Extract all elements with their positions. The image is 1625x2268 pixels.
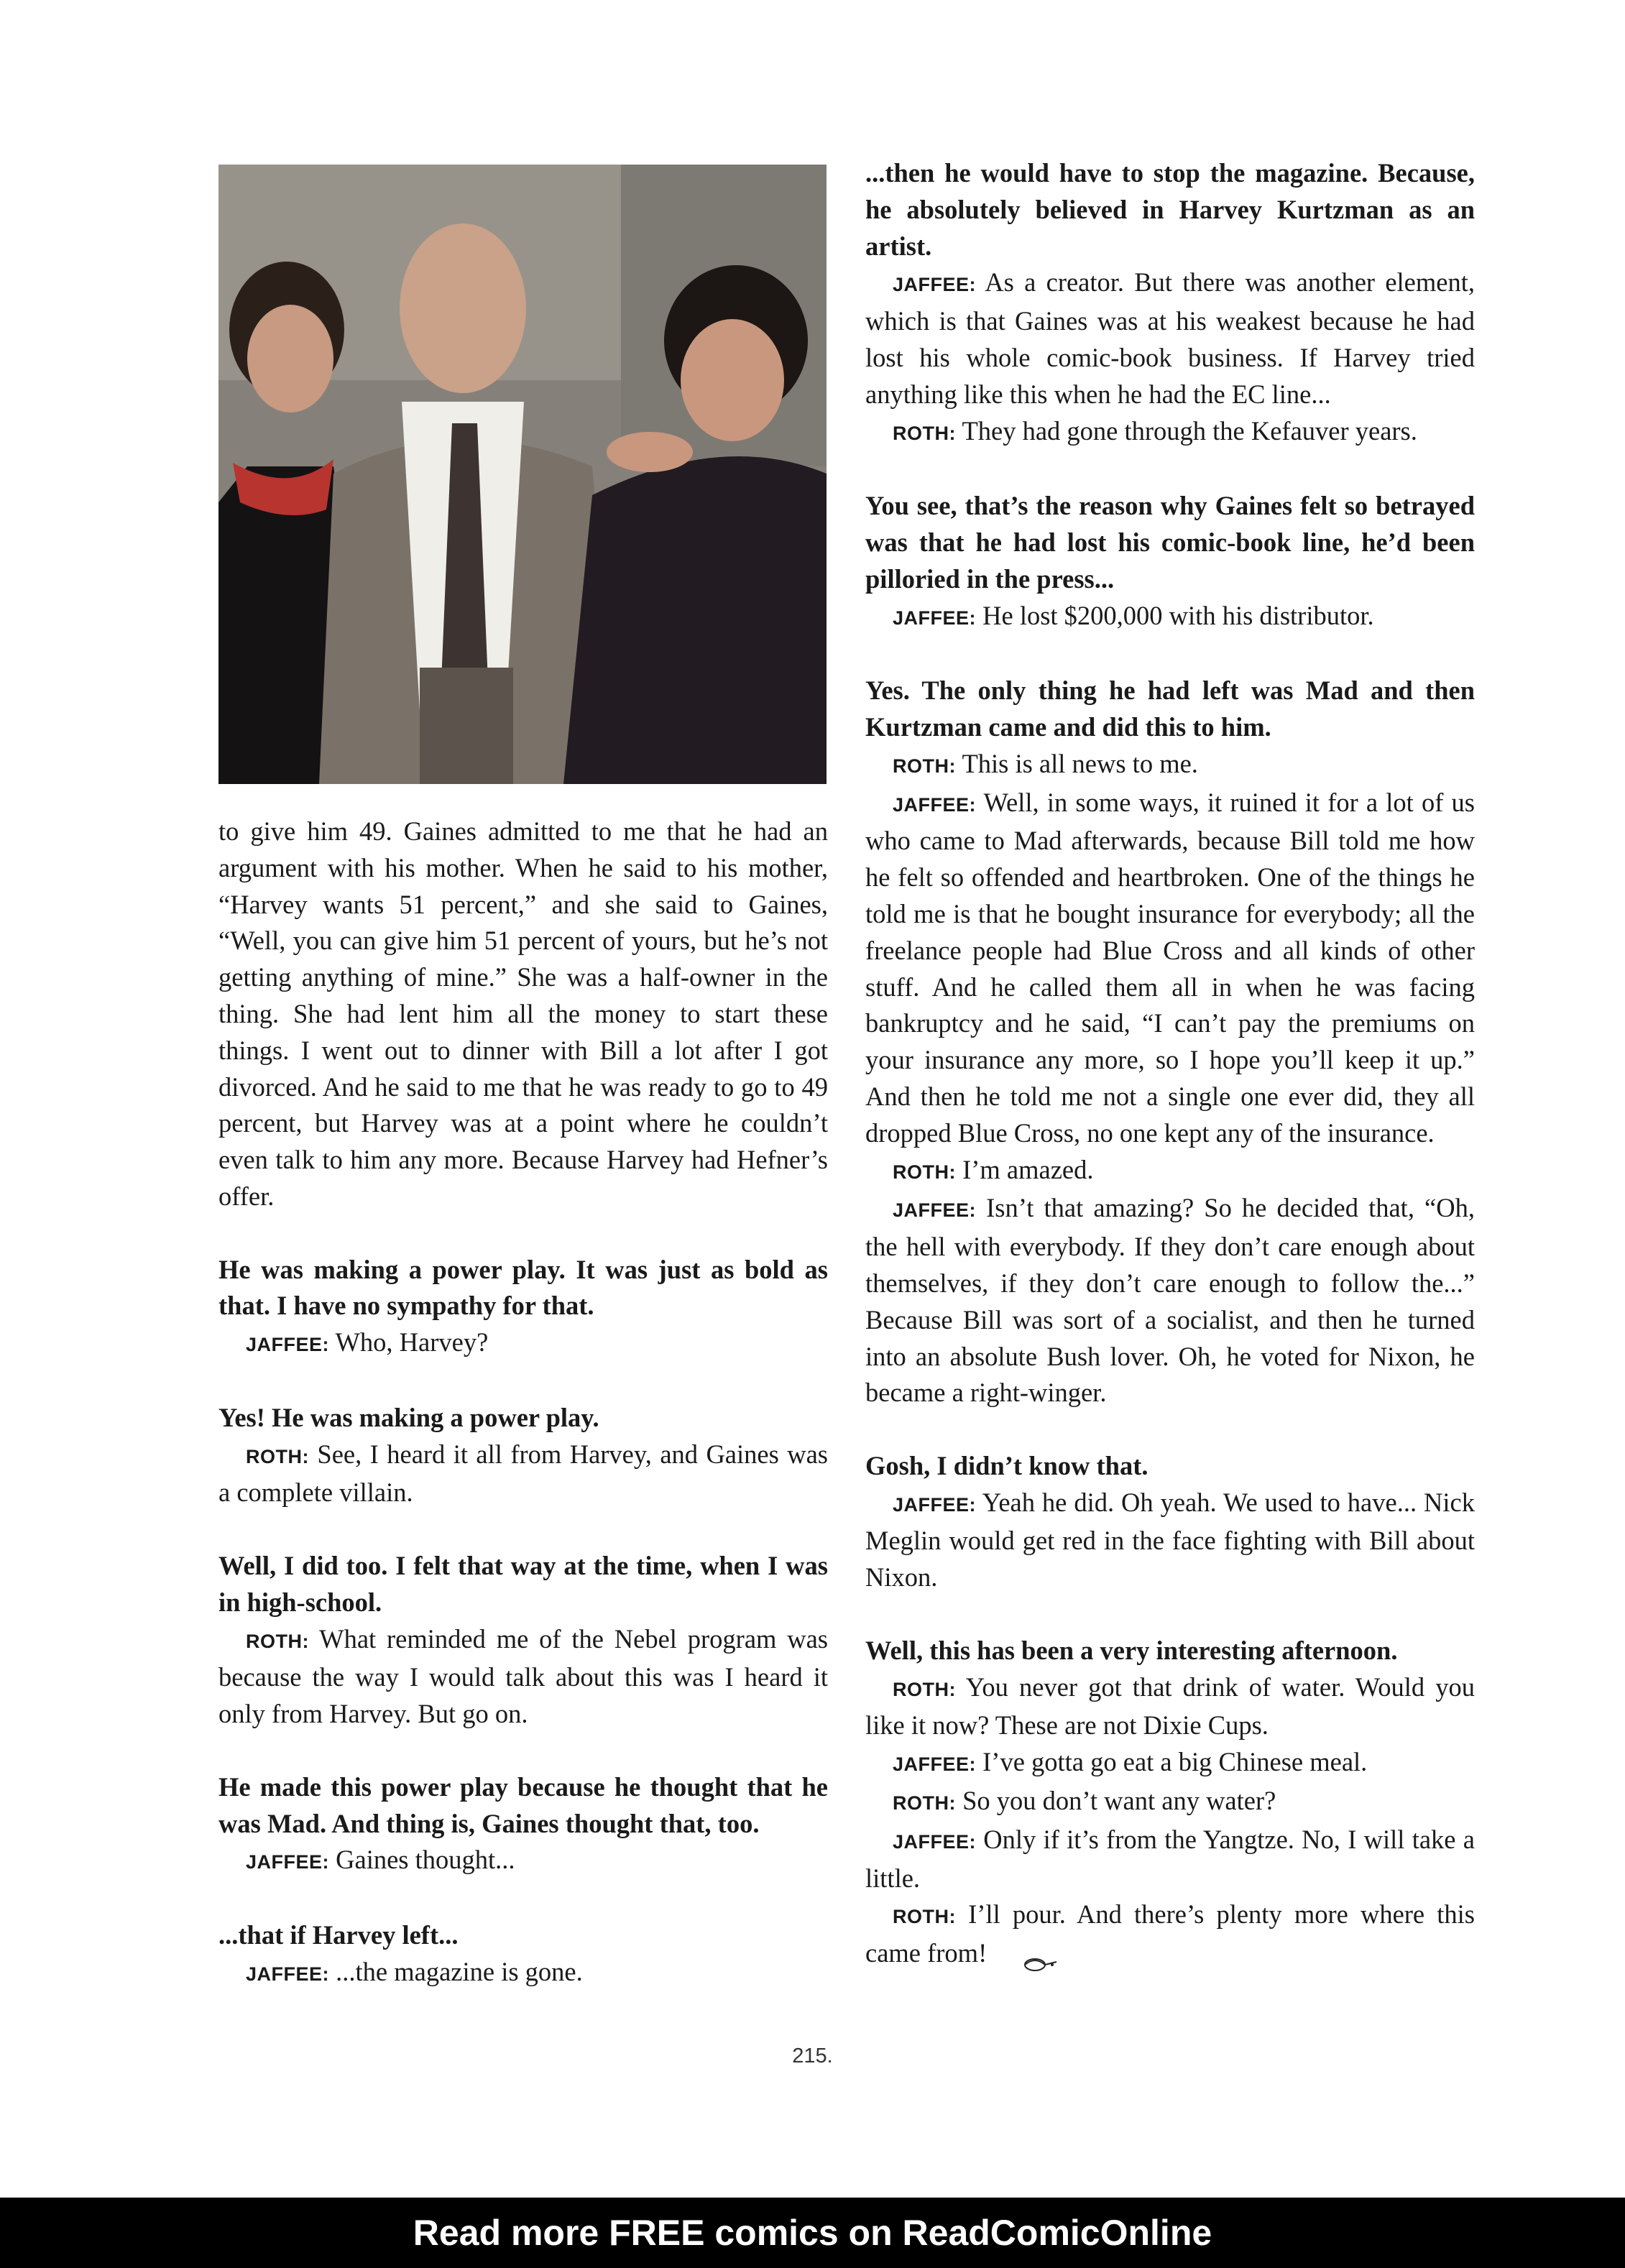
answer: JAFFEE: Who, Harvey? [246,1327,489,1357]
answer: ROTH: So you don’t want any water? [893,1786,1276,1816]
speaker-label: JAFFEE: [893,1753,977,1776]
speaker-label: JAFFEE: [893,793,977,816]
speaker-label: JAFFEE: [246,1963,330,1985]
answer: JAFFEE: ...the magazine is gone. [246,1956,583,1986]
page-number: 215. [792,2045,833,2068]
speaker-label: JAFFEE: [893,1830,977,1853]
speaker-label: JAFFEE: [893,1199,977,1222]
answer: ROTH: They had gone through the Kefauver years. [893,415,1417,446]
question: ...that if Harvey left... [218,1919,459,1950]
speaker-label: ROTH: [893,1792,956,1815]
photo-gaines-group [218,165,827,784]
question: He made this power play because he thought that he was Mad. And thing is, Gaines thought that, too. [218,1771,828,1838]
end-mark-icon [993,1947,1031,1965]
speaker-label: ROTH: [246,1630,309,1652]
right-text-column [865,155,1475,1972]
question: Well, this has been a very interesting afternoon. [865,1635,1398,1665]
speaker-label: ROTH: [893,1161,956,1183]
question: Yes. The only thing he had left was Mad and then Kurtzman came and did this to him. [865,676,1475,742]
answer: JAFFEE: He lost $200,000 with his distributor. [893,600,1374,630]
answer: ROTH: See, I heard it all from Harvey, and Gaines was a complete villain. [218,1439,828,1508]
photo-illustration [218,165,827,784]
speaker-label: JAFFEE: [893,274,977,296]
answer: ROTH: What reminded me of the Nebel program was because the way I would talk about this was I heard it only from Harvey. But go on. [218,1623,828,1729]
speaker-label: ROTH: [893,1678,956,1700]
question: Yes! He was making a power play. [218,1402,599,1432]
answer: ROTH: I’ll pour. And there’s plenty more where this came from! [865,1896,1475,1972]
speaker-label: ROTH: [893,1906,956,1928]
speaker-label: ROTH: [893,422,956,444]
left-text-column [218,813,828,1993]
answer: JAFFEE: Gaines thought... [246,1845,515,1875]
footer-banner[interactable] [0,2198,1625,2268]
answer: JAFFEE: Only if it’s from the Yangtze. No, I will take a little. [865,1824,1475,1893]
speaker-label: ROTH: [893,755,956,777]
speaker-label: JAFFEE: [246,1334,330,1356]
question: ...then he would have to stop the magazine. Because, he absolutely believed in Harvey Kurtzman as an artist. [865,158,1475,261]
footer-text[interactable]: Read more FREE comics on ReadComicOnline [413,2213,1212,2253]
question: He was making a power play. It was just as bold as that. I have no sympathy for that. [218,1254,828,1321]
answer: ROTH: This is all news to me. [893,748,1198,778]
speaker-label: JAFFEE: [893,607,977,629]
speaker-label: JAFFEE: [246,1851,330,1873]
answer: JAFFEE: Well, in some ways, it ruined it for a lot of us who came to Mad afterwards, because Bill told me how he felt so offended and heartbroken. One of the things he told me is that he bought insurance for everybody; all the freelance people had Blue Cross and all kinds of other stuff. And he called them all in when he was facing bankruptcy and he said, “I can’t pay the premiums on your insurance any more, so I hope you’ll keep it up.” And then he told me not a single one ever did, they all dropped Blue Cross, no one kept any of the insurance. [865,787,1475,1148]
answer: ROTH: I’m amazed. [893,1154,1094,1184]
question: Gosh, I didn’t know that. [865,1450,1148,1480]
answer: JAFFEE: I’ve gotta go eat a big Chinese meal. [893,1747,1368,1777]
speaker-label: ROTH: [246,1445,309,1467]
paragraph-continuation: to give him 49. Gaines admitted to me that he had an argument with his mother. When he said to his mother, “Harvey wants 51 percent,” and she said to Gaines, “Well, you can give him 51 percent of yours, but he’s not getting anything of mine.” She was a half-owner in the thing. She had lent him all the money to start these things. I went out to dinner with Bill a lot after I got divorced. And he said to me that he was ready to go to 49 percent, but Harvey was at a point where he couldn’t even talk to him any more. Because Harvey had Hefner’s offer. [218,816,828,1211]
answer: ROTH: You never got that drink of water. Would you like it now? These are not Dixie Cups. [865,1672,1475,1741]
question: Well, I did too. I felt that way at the time, when I was in high-school. [218,1550,828,1617]
answer: JAFFEE: As a creator. But there was another element, which is that Gaines was at his weakest because he had lost his whole comic-book business. If Harvey tried anything like this when he had the EC line... [865,267,1475,409]
answer: JAFFEE: Yeah he did. Oh yeah. We used to have... Nick Meglin would get red in the face fighting with Bill about Nixon. [865,1487,1475,1592]
speaker-label: JAFFEE: [893,1493,977,1516]
answer: JAFFEE: Isn’t that amazing? So he decided that, “Oh, the hell with everybody. If they don’t care enough about themselves, if they don’t care enough to follow the...” Because Bill was sort of a socialist, and then he turned into an absolute Bush lover. Oh, he voted for Nixon, he became a right-winger. [865,1193,1475,1408]
question: You see, that’s the reason why Gaines felt so betrayed was that he had lost his comic-book line, he’d been pilloried in the press... [865,491,1475,594]
